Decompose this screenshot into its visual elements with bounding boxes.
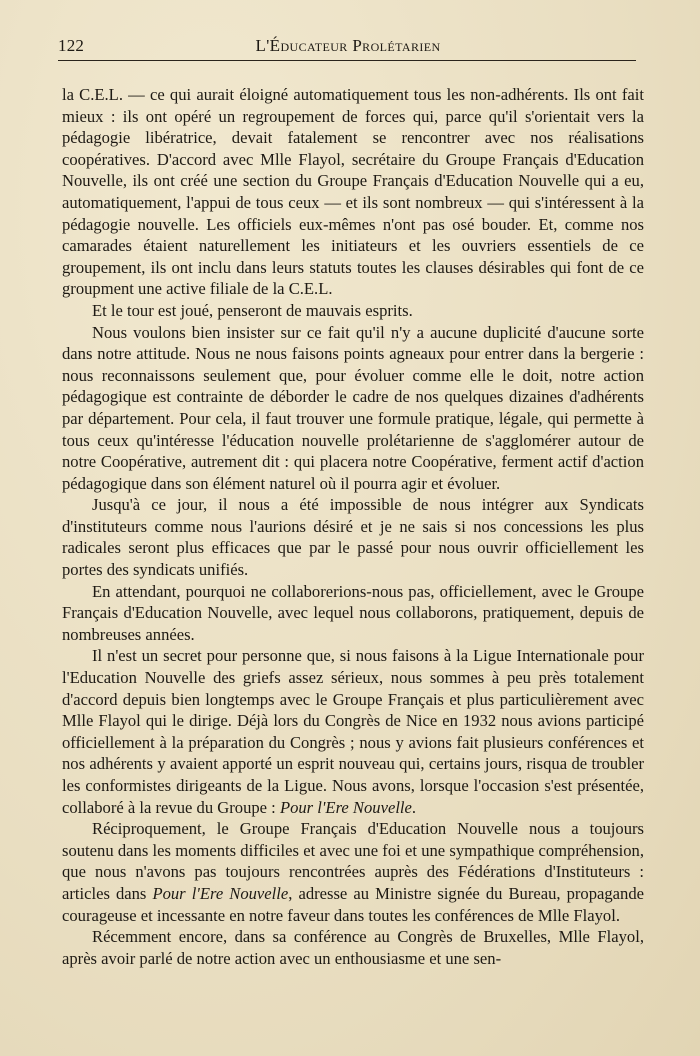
paragraph-4: Jusqu'à ce jour, il nous a été impossible de nous intégrer aux Syndicats d'instituteurs comme nous l'aurions désiré et je ne sais si nos concessions les plus radicales seront plus efficaces que par le passé pour nous ouvrir officiellement les portes des syndicats unifiés. [62,495,644,580]
paragraph-6-end: . [411,797,417,817]
running-head [58,36,638,60]
paragraph-8: Récemment encore, dans sa conférence au Congrès de Bruxelles, Mlle Flayol, après avoir parlé de notre action avec un enthousiasme et une sen- [62,927,644,968]
paragraph-1: la C.E.L. — ce qui aurait éloigné automatiquement tous les non-adhérents. Ils ont fait mieux : ils ont opéré un regroupement de forces qui, parce qu'il s'orientait vers la pédagogie libératrice, devait fatalement se rencontrer avec nos réalisations coopératives. D'accord avec Mlle Flayol, secrétaire du Groupe Français d'Education Nouvelle, ils ont créé une section du Groupe Français d'Education Nouvelle qui a eu, automatiquement, l'appui de tous ceux — et ils sont nombreux — qui s'intéressent à la pédagogie nouvelle. Les officiels eux-mêmes n'ont pas osé bouder. Et, comme nos camarades étaient naturellement les initiateurs et les ouvriers essentiels de ce groupement, ils ont inclu dans leurs statuts toutes les clauses désirables qui font de ce groupment une active filiale de la C.E.L. [62,85,644,299]
paragraph-5: En attendant, pourquoi ne collaborerions-nous pas, officiellement, avec le Groupe Français d'Education Nouvelle, avec lequel nous collaborons, pratiquement, depuis de nombreuses années. [62,581,644,644]
revue-title-italic-2: Pour l'Ere Nouvelle [152,883,289,903]
paragraph-6-text: Il n'est un secret pour personne que, si nous faisons à la Ligue Internationale pour l'Education Nouvelle des griefs assez sérieux, nous sommes à peu près totalement d'accord depuis bien longtemps avec le Groupe Français et plus particulièrement avec Mlle Flayol qui le dirige. Déjà lors du Congrès de Nice en 1932 nous avions participé officiellement à la préparation du Congrès ; nous y avions fait plusieurs conférences et nos adhérents y avaient apporté un esprit nouveau qui, certains jours, risqua de troubler les conformistes dirigeants de la Ligue. Nous avons, lorsque l'occasion s'est présentée, collaboré à la revue du Groupe : [62,646,644,817]
paragraph-2: Et le tour est joué, penseront de mauvais esprits. [92,300,413,320]
paragraph-7-end: , adresse au Ministre signée du Bureau, propagande courageuse et incessante en notre faveur dans toutes les conférences de Mlle Flayol. [62,883,645,925]
paragraph-7-text: Réciproquement, le Groupe Français d'Education Nouvelle nous a toujours soutenu dans les moments difficiles et avec une foi et une sympathique compréhension, que nous n'avons pas toujours rencontrées auprès des Fédérations d'Instituteurs : articles dans [62,819,644,903]
page-number: 122 [58,36,85,55]
article-body [62,84,644,969]
header-rule [58,60,636,61]
paragraph-3: Nous voulons bien insister sur ce fait qu'il n'y a aucune duplicité d'aucune sorte dans notre attitude. Nous ne nous faisons points agneaux pour entrer dans la bergerie : nous reconnaissons seulement que, pour évoluer comme elle le doit, notre action pédagogique est contrainte de déborder le cadre de nos quelques dizaines d'adhérents par département. Pour cela, il faut trouver une formule pratique, légale, qui permette à tous ceux qu'intéresse l'éducation nouvelle prolétarienne de s'agglomérer autour de notre Coopérative, autrement dit : qui placera notre Coopérative, ferment actif d'action pédagogique dans son élément naturel où il pourra agir et évoluer. [62,322,644,493]
revue-title-italic: Pour l'Ere Nouvelle [279,797,412,817]
paragraph-7 [62,818,644,926]
journal-title: L'Éducateur Prolétarien [255,36,441,55]
paragraph-6 [62,645,644,818]
